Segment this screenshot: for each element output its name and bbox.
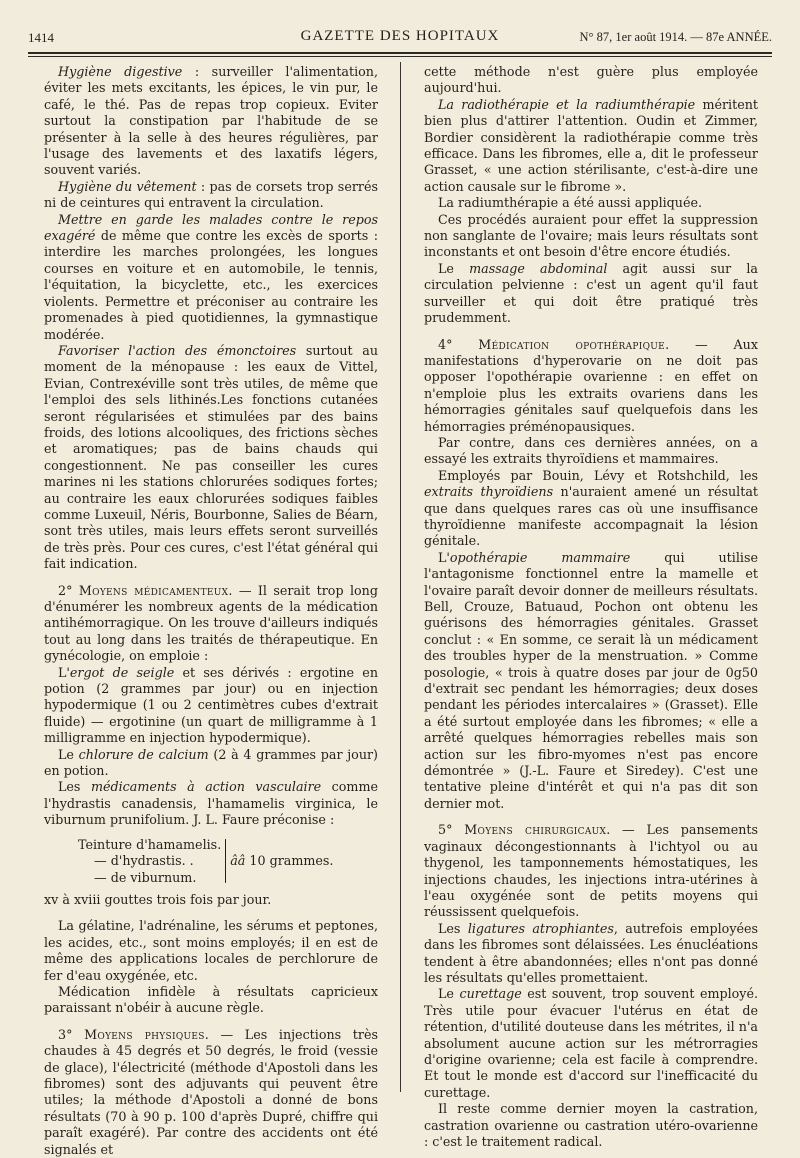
prescription-line: Teinture d'hamamelis. [78, 836, 222, 852]
paragraph-text: La radiumthérapie a été aussi appliquée. [438, 195, 703, 211]
paragraph [44, 1027, 378, 1158]
paragraph [44, 665, 378, 747]
paragraph [424, 195, 758, 211]
text-prefix: L' [438, 549, 450, 565]
section-heading: Moyens chirurgicaux [464, 822, 607, 838]
italic-term: médicaments à action vasculaire [90, 779, 322, 795]
paragraph [44, 984, 378, 1017]
text-prefix: Le [58, 746, 79, 762]
section-heading: Moyens physiques [84, 1026, 205, 1042]
paragraph [424, 822, 758, 920]
paragraph [424, 921, 758, 987]
text-prefix: Les [58, 779, 91, 795]
text-prefix: Le [438, 986, 460, 1002]
italic-term: massage abdominal [469, 260, 608, 276]
section-heading: Médication opothérapique [478, 336, 666, 352]
paragraph-text: et ses dérivés : ergotine en potion (2 grammes par jour) ou en injection hypodermique (1 ou 2 centimètres cubes d'extrait fluide) — ergotinine (un quart de milligramme à 1 milligramme en injection hypodermique). [44, 664, 378, 746]
paragraph-text: . — Aux manifestations d'hyperovarie on ne doit pas opposer l'opothérapie ovarienne : en effet on n'emploie plus les extraits ovariens dans les hémorragies génitales sauf quelquefois dans les hémorragies préménopausiques. [424, 336, 758, 434]
paragraph [44, 918, 378, 984]
italic-term: La radiothérapie et la radiumthérapie [438, 96, 696, 112]
paragraph [424, 97, 758, 195]
paragraph [424, 435, 758, 468]
section-number: 3° [58, 1026, 73, 1042]
paragraph-text: méritent bien plus d'attirer l'attention. Oudin et Zimmer, Bordier considèrent la radiothérapie comme très efficace. Dans les fibromes, elle a, dit le professeur Grasset, « une action stérilisante, c'est-à-dire une action causale sur le fibrome ». [424, 96, 758, 194]
paragraph-text: comme l'hydrastis canadensis, l'hamamelis virginica, le viburnum prunifolium. J. L. Faure préconise : [44, 779, 378, 828]
prescription-line: — d'hydrastis. . [94, 853, 194, 869]
italic-term: Mettre en garde les malades contre le repos exagéré [44, 211, 378, 244]
left-column [44, 64, 378, 1158]
prescription-line: — de viburnum. [94, 869, 197, 885]
brace [225, 839, 226, 883]
paragraph-text: xv à xviii gouttes trois fois par jour. [44, 891, 272, 907]
paragraph [44, 779, 378, 828]
paragraph-text: . — Il serait trop long d'énumérer les nombreux agents de la médication antihémorragique. On les trouve d'ailleurs indiqués tout au long dans les traités de thérapeutique. En gynécologie, on emploie : [44, 582, 378, 664]
paragraph [424, 64, 758, 97]
italic-term: chlorure de calcium [78, 746, 209, 762]
paragraph-text: de même que contre les excès de sports : interdire les marches prolongées, les longues courses en voiture et en automobile, le tennis, l'équitation, la bicyclette, etc., les exercices violents. Permettre et préconiser au contraire les promenades à pied quotidiennes, la gymnastique modérée. [44, 228, 378, 342]
paragraph-text: cette méthode n'est guère plus employée aujourd'hui. [424, 64, 758, 96]
paragraph [44, 179, 378, 212]
text-prefix: Le [438, 260, 470, 276]
italic-term: extraits thyroïdiens [424, 484, 554, 500]
paragraph [424, 261, 758, 327]
paragraph-text: est souvent, trop souvent employé. Très utile pour évacuer l'utérus en état de rétention, d'utilité douteuse dans les métrites, il n'a absolument aucune action sur les métrorragies d'origine ovarienne; cela est facile à comprendre. Et tout le monde est d'accord sur l'inefficacité du curettage. [424, 986, 759, 1100]
dose-amount: 10 grammes. [245, 853, 334, 869]
paragraph-text: . — Les injections très chaudes à 45 degrés et 50 degrés, le froid (vessie de glace), l'électricité (méthode d'Apostoli dans les fibromes) sont des adjuvants qui peuvent être utiles; la méthode d'Apostoli a donné de bons résultats (70 à 90 p. 100 d'après Dupré, chiffre qui paraît exagéré). Par contre des accidents ont été signalés et [44, 1026, 378, 1157]
header-rule [28, 52, 772, 54]
italic-term: Favoriser l'action des émonctoires [58, 342, 297, 358]
paragraph [44, 343, 378, 573]
italic-term: curettage [459, 986, 522, 1002]
paragraph-text: Ces procédés auraient pour effet la suppression non sanglante de l'ovaire; mais leurs résultats sont inconstants et ont besoin d'être encore étudiés. [424, 211, 758, 260]
paragraph-text: agit aussi sur la circulation pelvienne : c'est un agent qu'il faut surveiller et qui doit être pratiqué très prudemment. [424, 260, 758, 326]
paragraph-text: La gélatine, l'adrénaline, les sérums et peptones, les acides, etc., sont moins employés; il en est de même des applications locales de perchlorure de fer d'eau oxygénée, etc. [44, 918, 378, 983]
paragraph-text: , autrefois employées dans les fibromes sont délaissées. Les énucléations tendent à être abandonnées; elles n'ont pas donné les résultats qu'elles promettaient. [424, 920, 759, 985]
paragraph-text: n'auraient amené un résultat que dans quelques rares cas où une insuffisance thyroïdienne manifeste accompagnait la lésion génitale. [424, 484, 758, 549]
paragraph [424, 337, 758, 435]
text-prefix: Employés par Bouin, Lévy et Rotshchild, les [438, 467, 758, 483]
section-number: 5° [438, 822, 453, 838]
journal-title: GAZETTE DES HOPITAUX [300, 28, 500, 44]
paragraph-text: . — Les pansements vaginaux décongestionnants à l'ichtyol ou au thygenol, les tamponnements hémostatiques, les injections chaudes, les injections intra-utérines à l'eau oxygénée sont de petits moyens qui réussissent quelquefois. [424, 822, 758, 920]
section-number: 2° [58, 582, 73, 598]
paragraph [44, 892, 378, 908]
paragraph [44, 583, 378, 665]
paragraph-text: qui utilise l'antagonisme fonctionnel entre la mamelle et l'ovaire paraît devoir donner de meilleurs résultats. Bell, Crouze, Batuaud, Pochon ont obtenu les guérisons des hémorragies génitales. Grasset conclut : « En somme, ce serait là un médicament des troubles hyper de la menstruation. » Comme posologie, « trois à quatre doses par jour de 0g50 d'extrait sec pendant les hémorragies; deux doses pendant les périodes intercalaires » (Grasset). Elle a été surtout employée dans les fibromes; « elle a arrêté quelques hémorragies rebelles mais son action sur les fibro-myomes n'est pas encore démontrée » (J.-L. Faure et Siredey). C'est une tentative pleine d'intérêt et qui n'a pas dit son dernier mot. [424, 549, 758, 811]
paragraph [424, 468, 758, 550]
paragraph-text: : pas de corsets trop serrés ni de ceintures qui entravent la circulation. [44, 178, 378, 211]
italic-term: ligatures atrophiantes [467, 920, 614, 936]
paragraph [424, 212, 758, 261]
italic-term: opothérapie mammaire [449, 549, 631, 565]
dose-prefix: ââ [230, 853, 246, 869]
italic-term: ergot de seigle [69, 664, 175, 680]
paragraph-text: Il reste comme dernier moyen la castration, castration ovarienne ou castration utéro-ovarienne : c'est le traitement radical. [424, 1101, 758, 1149]
italic-term: Hygiène digestive [58, 64, 183, 79]
paragraph-text: Médication infidèle à résultats capricieux paraissant n'obéir à aucune règle. [44, 983, 378, 1016]
paragraph [424, 1101, 758, 1150]
paragraph [44, 212, 378, 343]
paragraph-text: Par contre, dans ces dernières années, on a essayé les extraits thyroïdiens et mammaires. [424, 434, 758, 467]
paragraph-text: surtout au moment de la ménopause : les eaux de Vittel, Evian, Contrexéville sont très utiles, de même que l'emploi des sels lithinés.Les fonctions cutanées seront régularisées et stimulées par des bains froids, des lotions alcooliques, des frictions sèches et aromatiques; pas de bains chauds qui congestionnent. Ne pas conseiller les cures marines ni les stations chlorurées sodiques fortes; au contraire les eaux chlorurées sodiques faibles comme Luxeuil, Néris, Bourbonne, Salies de Béarn, sont très utiles, mais leurs effets seront surveillés de très près. Pour ces cures, c'est l'état général qui fait indication. [44, 342, 378, 572]
prescription-block [78, 837, 378, 886]
text-prefix: Les [438, 920, 468, 936]
paragraph [424, 986, 758, 1101]
right-column [424, 64, 758, 1150]
italic-term: Hygiène du vêtement [58, 178, 197, 194]
column-divider [400, 62, 401, 1092]
paragraph [44, 64, 378, 179]
page-number: 1414 [28, 30, 54, 45]
issue-info: N° 87, 1er août 1914. — 87e ANNÉE. [579, 30, 772, 44]
paragraph-text: : surveiller l'alimentation, éviter les mets excitants, les épices, le vin pur, le café, le thé. Pas de repas trop copieux. Eviter surtout la constipation par l'habitude de se présenter à la selle à des heures régulières, par l'usage des lavements et des laxatifs légers, souvent variés. [44, 64, 378, 178]
prescription-dose [230, 853, 333, 869]
paragraph [424, 550, 758, 813]
section-number: 4° [438, 336, 453, 352]
paragraph [44, 747, 378, 780]
paragraph-text: (2 à 4 grammes par jour) en potion. [44, 746, 379, 779]
section-heading: Moyens médicamenteux [78, 582, 229, 598]
text-prefix: L' [58, 664, 70, 680]
header-rule-thin [28, 56, 772, 57]
